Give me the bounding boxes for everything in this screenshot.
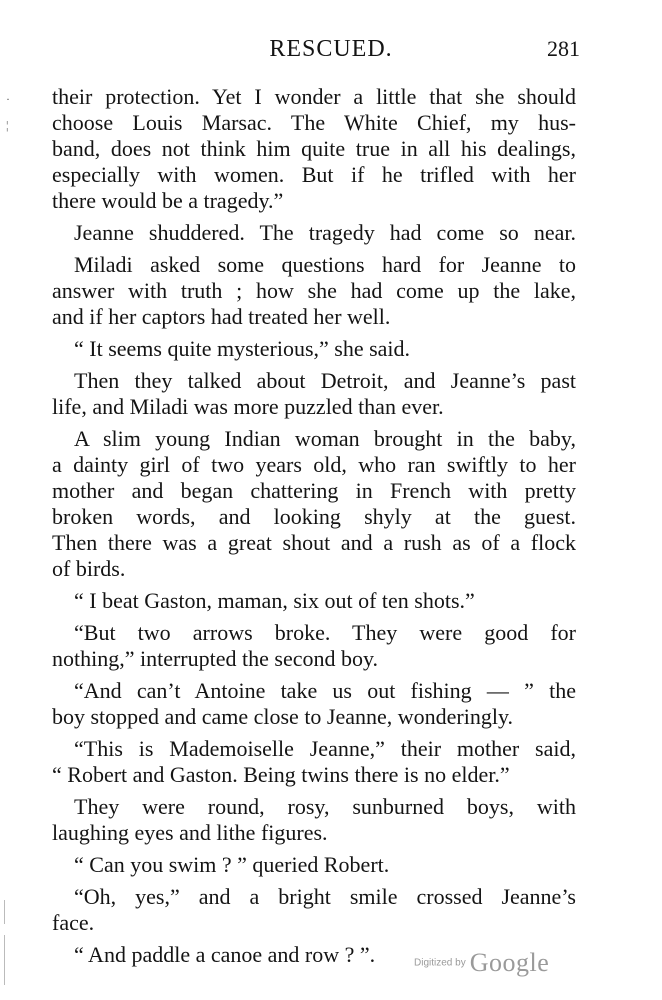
- text-line: “ I beat Gaston, maman, six out of ten shots.”: [74, 588, 475, 613]
- text-line: A slim young Indian woman brought in the baby,: [74, 426, 576, 451]
- text-line: life, and Miladi was more puzzled than ever.: [52, 394, 444, 419]
- text-line: “Oh, yes,” and a bright smile crossed Jeanne’s: [74, 884, 576, 909]
- text-line: “But two arrows broke. They were good for: [74, 620, 576, 645]
- text-line: face.: [52, 910, 95, 935]
- text-line: laughing eyes and lithe figures.: [52, 820, 328, 845]
- text-line: nothing,” interrupted the second boy.: [52, 646, 379, 671]
- digitized-by-google-watermark: [414, 948, 549, 978]
- google-logo: Google: [469, 948, 550, 977]
- running-title: RESCUED.: [269, 36, 393, 62]
- scan-edge-mark: [4, 900, 5, 924]
- text-line: a dainty girl of two years old, who ran swiftly to her: [52, 452, 576, 477]
- text-line: band, does not think him quite true in all his dealings,: [52, 136, 576, 161]
- text-line: “ And paddle a canoe and row ? ”.: [74, 942, 376, 967]
- text-line: boy stopped and came close to Jeanne, wonderingly.: [52, 704, 514, 729]
- watermark-prefix: Digitized by: [414, 957, 466, 969]
- body-text: [52, 84, 576, 968]
- text-line: Then they talked about Detroit, and Jeanne’s past: [74, 368, 576, 393]
- text-line: mother and began chattering in French with pretty: [52, 478, 576, 503]
- text-line: of birds.: [52, 556, 126, 581]
- text-line: especially with women. But if he trifled with her: [52, 162, 576, 187]
- text-line: their protection. Yet I wonder a little that she should: [52, 84, 576, 109]
- text-line: They were round, rosy, sunburned boys, with: [74, 794, 576, 819]
- scan-edge-mark: [4, 935, 5, 985]
- text-line: there would be a tragedy.”: [52, 188, 284, 213]
- text-line: Then there was a great shout and a rush as of a flock: [52, 530, 576, 555]
- text-line: Miladi asked some questions hard for Jeanne to: [74, 252, 576, 277]
- text-line: answer with truth ; how she had come up the lake,: [52, 278, 576, 303]
- text-line: “ It seems quite mysterious,” she said.: [74, 336, 411, 361]
- text-line: broken words, and looking shyly at the guest.: [52, 504, 576, 529]
- text-line: “ Robert and Gaston. Being twins there is no elder.”: [52, 762, 510, 787]
- margin-speck: ¦: [6, 118, 9, 132]
- page-header: [0, 36, 662, 66]
- text-line: and if her captors had treated her well.: [52, 304, 391, 329]
- text-line: choose Louis Marsac. The White Chief, my hus-: [52, 110, 576, 135]
- text-line: “ Can you swim ? ” queried Robert.: [74, 852, 390, 877]
- margin-speck: ·: [6, 92, 10, 106]
- text-line: Jeanne shuddered. The tragedy had come so near.: [74, 220, 576, 245]
- text-line: “And can’t Antoine take us out fishing — ” the: [74, 678, 576, 703]
- page-number: 281: [547, 36, 580, 61]
- text-line: “This is Mademoiselle Jeanne,” their mother said,: [74, 736, 576, 761]
